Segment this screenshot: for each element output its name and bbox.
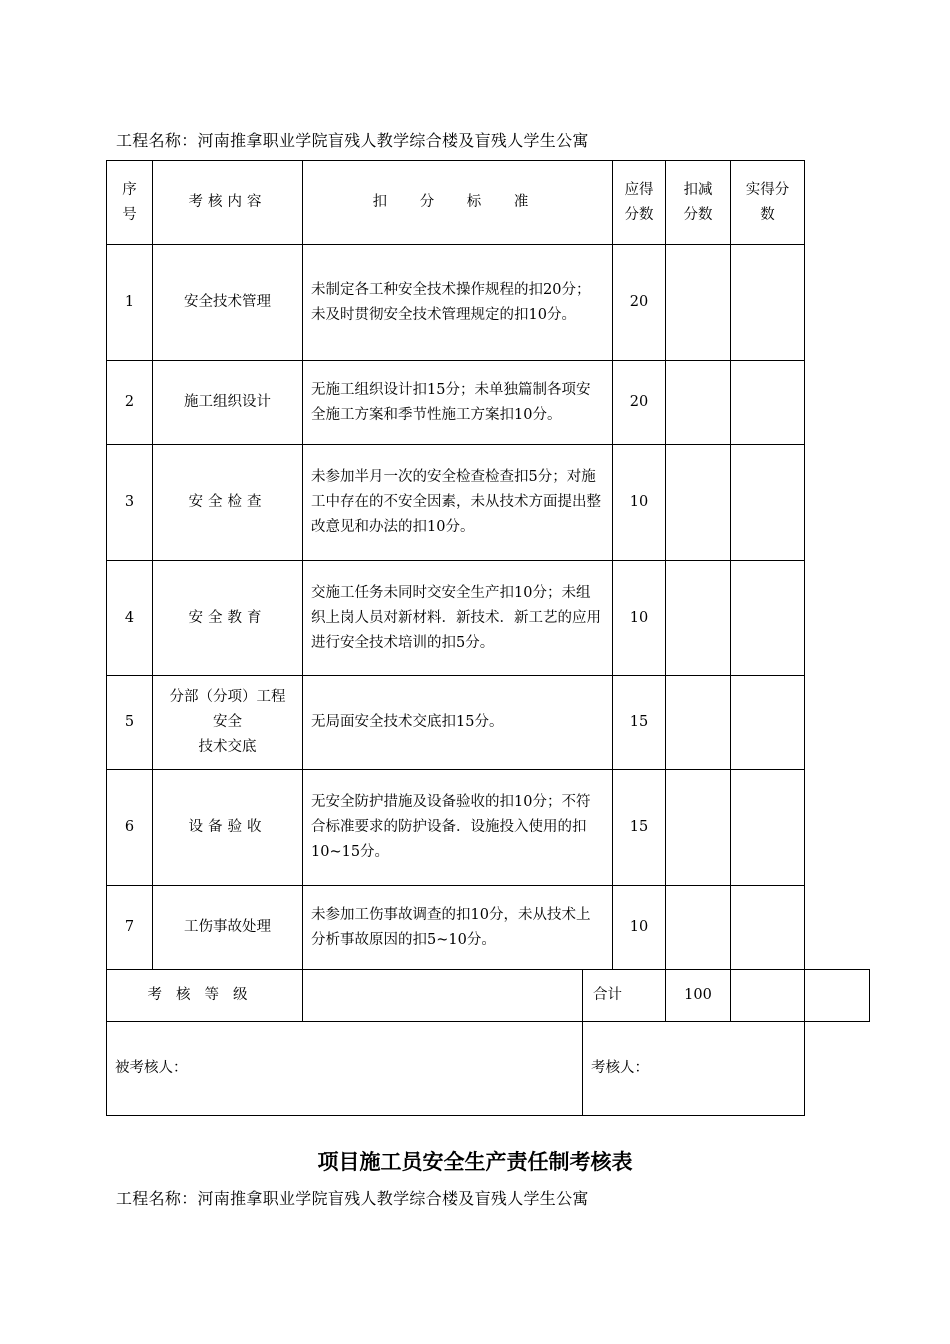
row-due-score: 20 (613, 245, 666, 361)
signature-row (107, 1022, 870, 1116)
row-actual-score (731, 245, 805, 361)
row-deducted-score (666, 561, 731, 676)
table-row (107, 676, 870, 770)
row-actual-score (731, 561, 805, 676)
grade-row (107, 970, 870, 1022)
row-deducted-score (666, 676, 731, 770)
row-due-score: 10 (613, 886, 666, 970)
header-content: 考核内容 (153, 161, 303, 245)
row-actual-score (731, 886, 805, 970)
header-actual-score: 实得分 数 (731, 161, 805, 245)
row-actual-score (731, 445, 805, 561)
total-label: 合计 (583, 970, 666, 1022)
row-actual-score (731, 770, 805, 886)
row-seq: 6 (107, 770, 153, 886)
row-content: 设备验收 (153, 770, 303, 886)
row-content: 安全检查 (153, 445, 303, 561)
row-due-score: 15 (613, 770, 666, 886)
row-seq: 7 (107, 886, 153, 970)
row-seq: 1 (107, 245, 153, 361)
row-deducted-score (666, 886, 731, 970)
row-seq: 4 (107, 561, 153, 676)
table-row (107, 445, 870, 561)
row-seq: 2 (107, 361, 153, 445)
row-deducted-score (666, 245, 731, 361)
row-due-score: 15 (613, 676, 666, 770)
row-content: 施工组织设计 (153, 361, 303, 445)
header-seq: 序 号 (107, 161, 153, 245)
row-criteria: 无局面安全技术交底扣15分。 (303, 676, 613, 770)
row-deducted-score (666, 361, 731, 445)
row-seq: 5 (107, 676, 153, 770)
row-criteria: 交施工任务未同时交安全生产扣10分；未组织上岗人员对新材料．新技术．新工艺的应用进行安全技术培训的扣5分。 (303, 561, 613, 676)
header-deducted-score: 扣减 分数 (666, 161, 731, 245)
table-row (107, 561, 870, 676)
row-due-score: 10 (613, 445, 666, 561)
row-content: 安全教育 (153, 561, 303, 676)
row-due-score: 20 (613, 361, 666, 445)
row-actual-score (731, 361, 805, 445)
table-row (107, 770, 870, 886)
second-project-name: 工程名称：河南推拿职业学院盲残人教学综合楼及盲残人学生公寓 (116, 1189, 589, 1208)
total-value: 100 (666, 970, 731, 1022)
total-actual-score (805, 970, 870, 1022)
grade-label: 考核等级 (107, 970, 303, 1022)
row-criteria: 无安全防护措施及设备验收的扣10分；不符合标准要求的防护设备．设施投入使用的扣10~15分。 (303, 770, 613, 886)
grade-value (303, 970, 583, 1022)
header-criteria: 扣 分 标 准 (303, 161, 613, 245)
row-actual-score (731, 676, 805, 770)
row-due-score: 10 (613, 561, 666, 676)
assessment-table (106, 160, 870, 1116)
row-criteria: 未参加工伤事故调查的扣10分，未从技术上分析事故原因的扣5~10分。 (303, 886, 613, 970)
project-name: 工程名称：河南推拿职业学院盲残人教学综合楼及盲残人学生公寓 (116, 131, 589, 150)
assessee-signature: 被考核人： (107, 1022, 583, 1116)
table-row (107, 886, 870, 970)
assessor-signature: 考核人： (583, 1022, 805, 1116)
row-criteria: 无施工组织设计扣15分；未单独篇制各项安全施工方案和季节性施工方案扣10分。 (303, 361, 613, 445)
header-due-score: 应得 分数 (613, 161, 666, 245)
row-content: 安全技术管理 (153, 245, 303, 361)
row-content: 分部（分项）工程 安全 技术交底 (153, 676, 303, 770)
header-row (107, 161, 870, 245)
total-deducted-score (731, 970, 805, 1022)
row-content: 工伤事故处理 (153, 886, 303, 970)
row-criteria: 未制定各工种安全技术操作规程的扣20分；未及时贯彻安全技术管理规定的扣10分。 (303, 245, 613, 361)
row-deducted-score (666, 770, 731, 886)
row-deducted-score (666, 445, 731, 561)
row-criteria: 未参加半月一次的安全检查检查扣5分；对施工中存在的不安全因素，未从技术方面提出整改意见和办法的扣10分。 (303, 445, 613, 561)
table-row (107, 245, 870, 361)
second-table-title: 项目施工员安全生产责任制考核表 (317, 1149, 633, 1174)
table-row (107, 361, 870, 445)
row-seq: 3 (107, 445, 153, 561)
